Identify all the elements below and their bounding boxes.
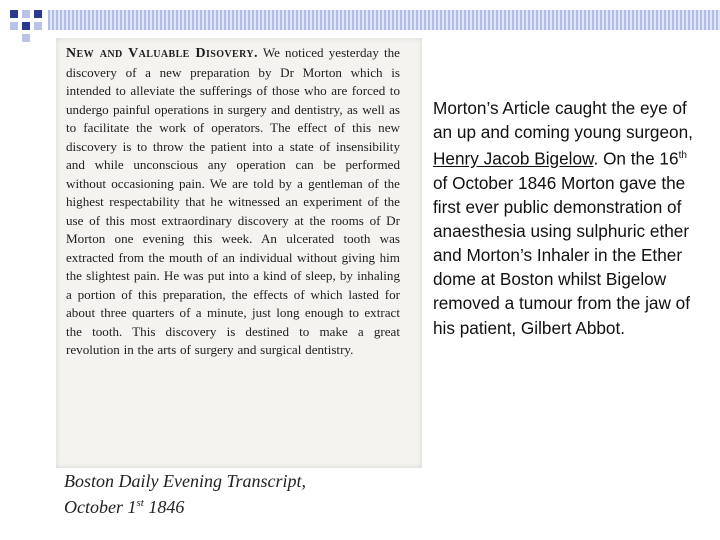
- clipping-heading: New and Valuable Disovery.: [66, 46, 258, 61]
- decor-square: [10, 10, 18, 18]
- decor-square: [22, 10, 30, 18]
- caption-date-sup: st: [136, 497, 144, 509]
- description-sup: th: [678, 150, 687, 162]
- decor-square: [34, 22, 42, 30]
- newspaper-clipping: [56, 38, 422, 468]
- clipping-text: [66, 44, 400, 360]
- decor-square: [22, 34, 30, 42]
- caption-date-day: October 1: [64, 497, 137, 517]
- description-rest: of October 1846 Morton gave the first ever public demonstration of anaesthesia using sulphuric ether and Morton’s Inhaler in the Ether dome at Boston whilst Bigelow removed a tumour from the jaw of his patient, Gilbert Abbot.: [433, 173, 690, 338]
- description-date: . On the 16: [593, 148, 679, 169]
- bigelow-link[interactable]: Henry Jacob Bigelow: [433, 148, 594, 169]
- title-bar-decoration: [48, 10, 720, 30]
- description-intro: Morton’s Article caught the eye of an up and coming young surgeon,: [433, 98, 693, 143]
- caption-date: [64, 492, 404, 518]
- description-paragraph: [433, 96, 695, 340]
- decor-square: [22, 22, 30, 30]
- caption-date-year: 1846: [143, 497, 185, 517]
- clipping-body: We noticed yesterday the discovery of a new preparation by Dr Morton which is intended to alleviate the sufferings of those who are forced to undergo painful operations in surgery and dentistry, as well as to facilitate the work of operators. The effect of this new discovery is to throw the patient into a state of insensibility and while unconscious any operation can be performed without occasioning pain. We are told by a gentleman of the highest respectability that he witnessed an experiment of the use of this most extraordinary discovery at the rooms of Dr Morton one evening this week. An ulcerated tooth was extracted from the mouth of an individual without giving him the slightest pain. He was put into a kind of sleep, by inhaling a portion of this preparation, the effects of which lasted for about three quarters of a minute, just long enough to extract the tooth. This discovery is destined to make a great revolution in the arts of surgery and surgical dentistry.: [66, 45, 400, 357]
- decor-square: [10, 22, 18, 30]
- caption-source: Boston Daily Evening Transcript,: [64, 471, 306, 491]
- clipping-caption: [64, 470, 404, 518]
- decor-square: [34, 10, 42, 18]
